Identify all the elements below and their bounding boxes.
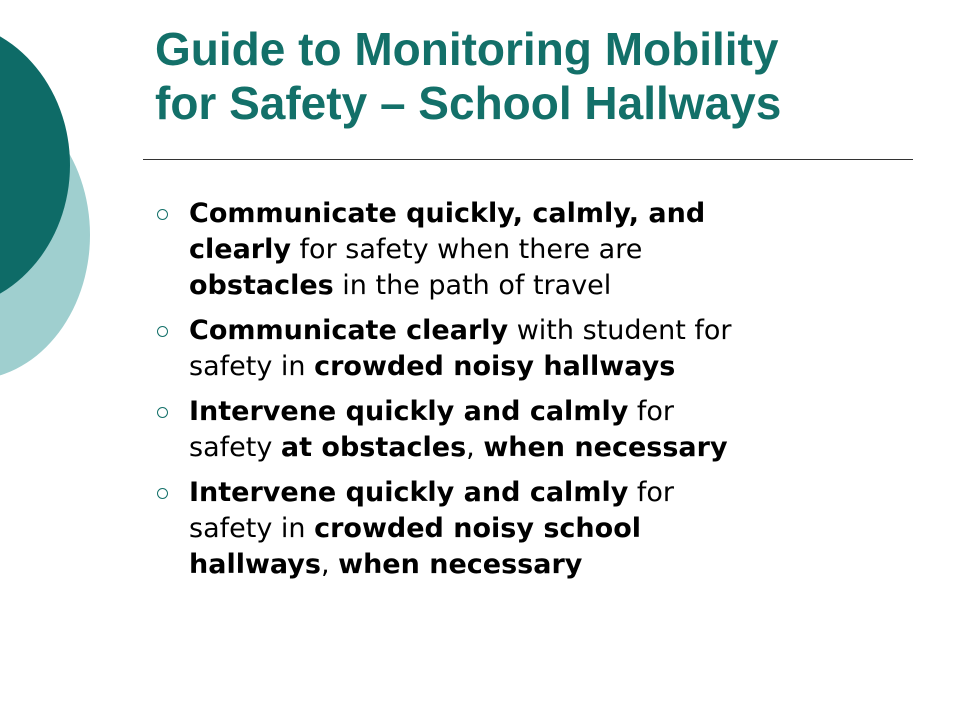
text: ,	[320, 549, 339, 580]
slide-title	[155, 22, 935, 130]
hollow-circle-icon	[157, 407, 168, 418]
bullet-item	[155, 394, 915, 466]
bullet-line	[189, 430, 915, 466]
bullet-line	[189, 511, 915, 547]
text: safety	[189, 432, 281, 463]
bullet-line	[189, 232, 915, 268]
title-line-2: for Safety – School Hallways	[155, 77, 782, 129]
bold-text: Communicate quickly, calmly, and	[189, 198, 706, 229]
text: for	[628, 477, 675, 508]
hollow-circle-icon	[157, 209, 168, 220]
bold-text: Intervene quickly and calmly	[189, 396, 629, 427]
bullet-line	[189, 196, 915, 232]
bullet-line	[189, 547, 915, 583]
text: in the path of travel	[333, 270, 612, 301]
bold-text: Communicate clearly	[189, 315, 509, 346]
bullet-item	[155, 196, 915, 304]
text: for safety when there are	[290, 234, 643, 265]
bold-text: crowded noisy school	[314, 513, 642, 544]
bullet-line	[189, 394, 915, 430]
hollow-circle-icon	[157, 326, 168, 337]
text: with student for	[508, 315, 732, 346]
bold-text: Intervene quickly and calmly	[189, 477, 629, 508]
hollow-circle-icon	[157, 488, 168, 499]
bold-text: when necessary	[483, 432, 728, 463]
title-line-1: Guide to Monitoring Mobility	[155, 23, 779, 75]
text: ,	[466, 432, 484, 463]
bullet-item	[155, 475, 915, 583]
text: for	[628, 396, 675, 427]
text: safety in	[189, 351, 315, 382]
bullet-line	[189, 475, 915, 511]
bold-text: crowded noisy hallways	[314, 351, 676, 382]
bold-text: obstacles	[189, 270, 334, 301]
bullet-line	[189, 313, 915, 349]
bullet-list	[155, 196, 915, 592]
bold-text: hallways	[189, 549, 321, 580]
title-divider	[143, 159, 913, 160]
text: safety in	[189, 513, 315, 544]
bullet-line	[189, 349, 915, 385]
bold-text: clearly	[189, 234, 291, 265]
bullet-line	[189, 268, 915, 304]
bold-text: when necessary	[338, 549, 583, 580]
bold-text: at obstacles	[280, 432, 467, 463]
bullet-item	[155, 313, 915, 385]
